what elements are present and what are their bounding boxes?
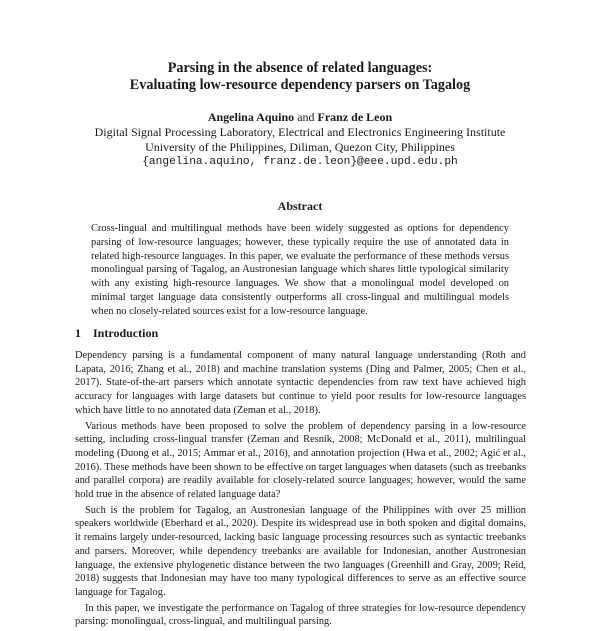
section-heading [75,326,158,341]
section-number: 1 [75,326,81,340]
body-paragraph: Such is the problem for Tagalog, an Austronesian language of the Philippines with over 25 million speakers worldwide (Eberhard et al., 2020). Despite its widespread use in both spoken and digital domains, it remains largely under-resourced, lacking basic language processing resources such as syntactic treebanks and parsers. Moreover, while dependency treebanks are available for Indonesian, another Austronesian language, the extensive phylogenetic distance between the two languages (Greenhill and Gray, 2009; Reid, 2018) suggests that Indonesian may have too many typological differences to serve as an effective source language for Tagalog. [75,504,526,598]
body-paragraph: Dependency parsing is a fundamental component of many natural language understanding (Roth and Lapata, 2016; Zhang et al., 2018) and machine translation systems (Ding and Palmer, 2005; Chen et al., 2017). State-of-the-art parsers which annotate syntactic dependencies from raw text have achieved high accuracy for languages with large datasets but continue to yield poor results for low-resource languages which have little to no annotated data (Zeman et al., 2018). [75,350,526,416]
title-line-1: Parsing in the absence of related languages: [167,60,433,76]
section-title: Introduction [93,326,159,340]
section-body [75,349,526,631]
author-conjunction: and [297,110,315,124]
affiliation-line-2: University of the Philippines, Diliman, Quezon City, Philippines [145,140,455,154]
body-paragraph: Various methods have been proposed to solve the problem of dependency parsing in a low-resource setting, including cross-lingual transfer (Zeman and Resnik, 2008; McDonald et al., 2011), multilingual modeling (Duong et al., 2015; Ammar et al., 2016), and annotation projection (Hwa et al., 2002; Agić et al., 2016). These methods have been shown to be effective on target languages when datasets (such as treebanks and parallel corpora) are readily available for closely-related source languages; however, would the same hold true in the absence of related language data? [75,420,526,501]
affiliation-line-1: Digital Signal Processing Laboratory, Electrical and Electronics Engineering Institute [94,125,506,139]
author-1: Angelina Aquino [207,110,295,124]
title-line-2: Evaluating low-resource dependency parsers on Tagalog [129,77,471,93]
author-line [0,110,600,125]
body-paragraph: In this paper, we investigate the performance on Tagalog of three strategies for low-resource dependency parsing: monolingual, cross-lingual, and multilingual parsing. [75,602,526,628]
author-email: {angelina.aquino, franz.de.leon}@eee.upd.edu.ph [142,156,458,168]
paper-title [0,60,600,94]
author-block [0,110,600,170]
abstract-heading: Abstract [277,199,323,213]
author-2: Franz de Leon [317,110,393,124]
abstract-text: Cross-lingual and multilingual methods have been widely suggested as options for dependency parsing of low-resource languages; however, these typically require the use of annotated data in related high-resource languages. In this paper, we evaluate the performance of these methods versus monolingual parsing of Tagalog, an Austronesian language which shares little typological similarity with any existing high-resource languages. We show that a monolingual model developed on minimal target language data consistently outperforms all cross-lingual and multilingual models when no closely-related sources exist for a low-resource language. [91,223,509,317]
